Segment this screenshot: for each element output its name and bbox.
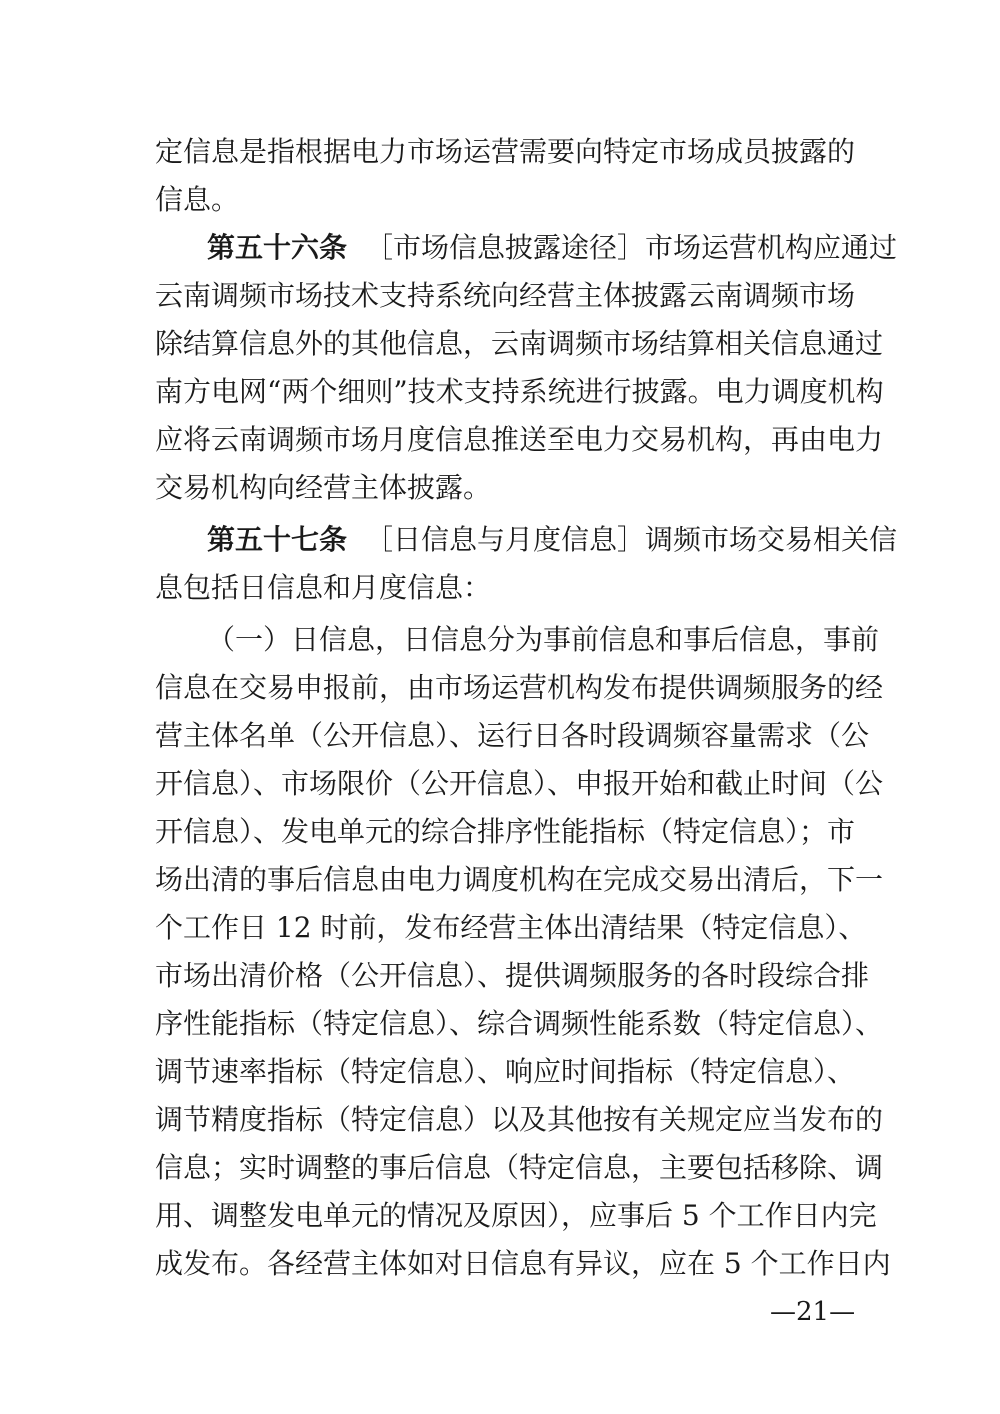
body-text-line: 开信息）、发电单元的综合排序性能指标（特定信息）；市 bbox=[155, 815, 856, 848]
body-text-line: 交易机构向经营主体披露。 bbox=[155, 471, 492, 504]
body-text-line: 信息在交易申报前，由市场运营机构发布提供调频服务的经 bbox=[155, 671, 884, 704]
body-text-line: 市场出清价格（公开信息）、提供调频服务的各时段综合排 bbox=[155, 959, 870, 992]
article-57-heading: 第五十七条 bbox=[207, 523, 348, 556]
body-text-line: 除结算信息外的其他信息，云南调频市场结算相关信息通过 bbox=[155, 327, 884, 360]
body-text-line: 云南调频市场技术支持系统向经营主体披露云南调频市场 bbox=[155, 279, 856, 312]
body-text-line: 定信息是指根据电力市场运营需要向特定市场成员披露的 bbox=[155, 135, 856, 168]
article-56-lead-text: ［市场信息披露途径］市场运营机构应通过 bbox=[365, 231, 898, 264]
article-57-line bbox=[207, 520, 898, 560]
body-text-line: 应将云南调频市场月度信息推送至电力交易机构，再由电力 bbox=[155, 423, 884, 456]
body-text-line: 成发布。各经营主体如对日信息有异议，应在 5 个工作日内 bbox=[155, 1247, 891, 1280]
body-text-line: 调节速率指标（特定信息）、响应时间指标（特定信息）、 bbox=[155, 1055, 856, 1088]
body-text-line: 调节精度指标（特定信息）以及其他按有关规定应当发布的 bbox=[155, 1103, 884, 1136]
body-text-line: 用、调整发电单元的情况及原因），应事后 5 个工作日内完 bbox=[155, 1199, 877, 1232]
article-57-lead-text: ［日信息与月度信息］调频市场交易相关信 bbox=[365, 523, 898, 556]
body-text-line: 南方电网“两个细则”技术支持系统进行披露。电力调度机构 bbox=[155, 375, 884, 408]
body-text-line: 场出清的事后信息由电力调度机构在完成交易出清后，下一 bbox=[155, 863, 884, 896]
page-number: —21— bbox=[770, 1297, 856, 1327]
body-text-line: 息包括日信息和月度信息： bbox=[155, 571, 492, 604]
body-text-line: 营主体名单（公开信息）、运行日各时段调频容量需求（公 bbox=[155, 719, 870, 752]
article-56-line bbox=[207, 228, 898, 268]
body-text-line: 信息；实时调整的事后信息（特定信息，主要包括移除、调 bbox=[155, 1151, 884, 1184]
body-text-line: （一）日信息，日信息分为事前信息和事后信息，事前 bbox=[207, 623, 880, 656]
body-text-line: 信息。 bbox=[155, 183, 240, 216]
body-text-line: 序性能指标（特定信息）、综合调频性能系数（特定信息）、 bbox=[155, 1007, 884, 1040]
article-56-heading: 第五十六条 bbox=[207, 231, 348, 264]
body-text-line: 个工作日 12 时前，发布经营主体出清结果（特定信息）、 bbox=[155, 911, 867, 944]
body-text-line: 开信息）、市场限价（公开信息）、申报开始和截止时间（公 bbox=[155, 767, 884, 800]
